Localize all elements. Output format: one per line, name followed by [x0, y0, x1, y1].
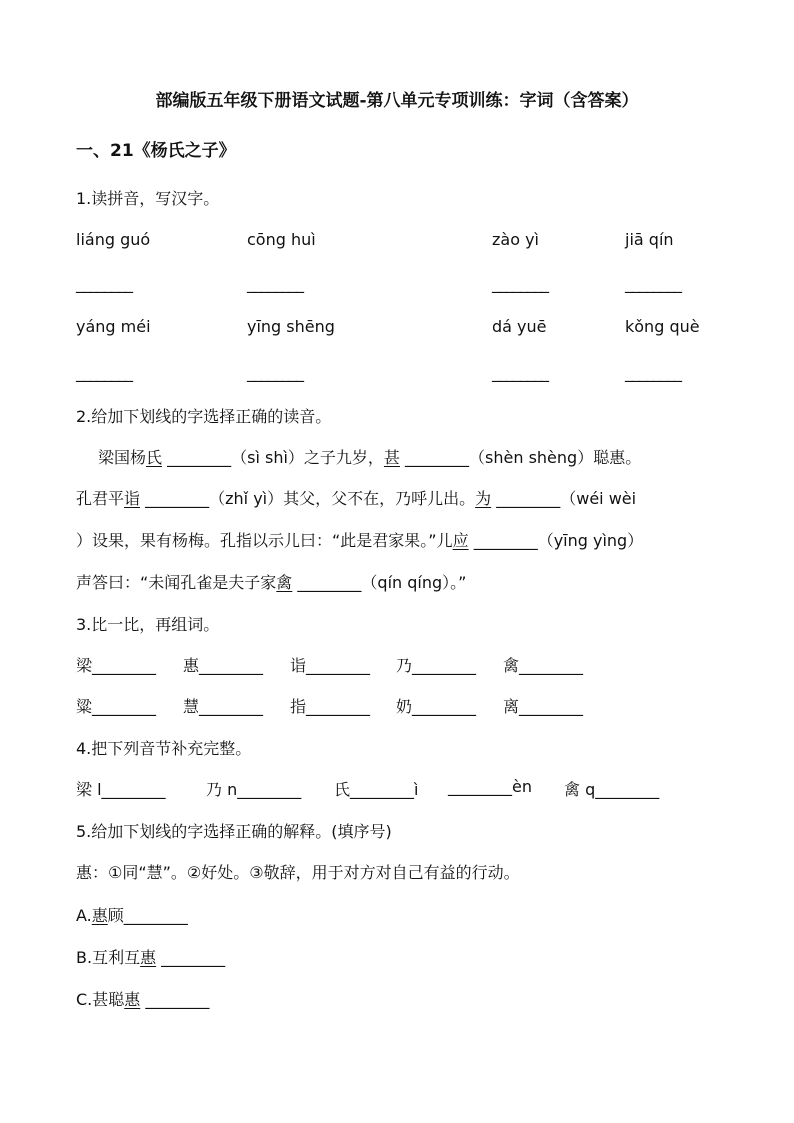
page-title: 部编版五年级下册语文试题-第八单元专项训练：字词（含答案） [155, 91, 639, 111]
passage-text: 声答曰：“未闻孔雀是夫子家 [76, 573, 277, 592]
syllable-blank[interactable]: 禽 q________ [564, 780, 660, 799]
passage-line [98, 445, 641, 468]
passage-text: ________（shèn shèng）聪惠。 [405, 448, 642, 467]
word-blank[interactable]: 乃________ [396, 656, 477, 675]
q1-heading: 1.读拼音，写汉字。 [76, 189, 220, 208]
option-blank[interactable]: ________ [140, 990, 210, 1009]
passage-text: ）设果，果有杨梅。孔指以示儿曰：“此是君家果。”儿 [76, 531, 453, 550]
word-blank[interactable]: 梁________ [76, 656, 157, 675]
passage-line [76, 486, 636, 509]
word-blank[interactable]: 诣________ [290, 656, 371, 675]
underlined-char: 应 [452, 531, 469, 550]
underlined-char: 氏 [146, 448, 163, 467]
word-blank[interactable]: 惠________ [183, 656, 264, 675]
pinyin-item: dá yuē [492, 317, 547, 336]
pinyin-item: yīng shēng [247, 317, 335, 336]
answer-blank[interactable]: ________ [76, 274, 132, 293]
option-label: B.互利互 [76, 948, 141, 967]
q2-heading: 2.给加下划线的字选择正确的读音。 [76, 407, 332, 426]
passage-text: ________（wéi wèi [496, 489, 637, 508]
underlined-char: 惠 [91, 906, 108, 925]
word-blank[interactable]: 指________ [290, 697, 371, 716]
underlined-char: 为 [475, 489, 492, 508]
word-blank[interactable]: 禽________ [503, 656, 584, 675]
q5-heading: 5.给加下划线的字选择正确的解释。(填序号) [76, 822, 392, 841]
option-b[interactable] [76, 945, 225, 968]
answer-blank[interactable]: ________ [247, 274, 303, 293]
pinyin-item: cōng huì [247, 230, 316, 249]
syllable-blank[interactable]: 梁 l________ [76, 780, 166, 799]
underlined-char: 惠 [124, 990, 141, 1009]
passage-text: ________（qín qíng）。” [297, 573, 467, 592]
option-label: A. [76, 906, 92, 925]
word-blank[interactable]: 慧________ [183, 697, 264, 716]
answer-blank[interactable]: ________ [492, 363, 548, 382]
pinyin-item: yáng méi [76, 317, 151, 336]
answer-blank[interactable]: ________ [76, 363, 132, 382]
pinyin-item: liáng guó [76, 230, 151, 249]
passage-text: ________（sì shì）之子九岁， [167, 448, 384, 467]
definition-text: 惠：①同“慧”。②好处。③敬辞，用于对方对自己有益的行动。 [76, 863, 520, 882]
word-blank[interactable]: 奶________ [396, 697, 477, 716]
answer-blank[interactable]: ________ [625, 274, 681, 293]
pinyin-item: jiā qín [625, 230, 674, 249]
option-blank[interactable]: 顾________ [107, 906, 188, 925]
underlined-char: 惠 [140, 948, 157, 967]
option-a[interactable] [76, 903, 188, 926]
answer-blank[interactable]: ________ [625, 363, 681, 382]
underlined-char: 诣 [124, 489, 141, 508]
answer-blank[interactable]: ________ [247, 363, 303, 382]
q3-heading: 3.比一比，再组词。 [76, 615, 220, 634]
passage-text: ________（zhǐ yì）其父，父不在，乃呼儿出。 [145, 489, 476, 508]
underlined-char: 甚 [383, 448, 400, 467]
option-blank[interactable]: ________ [156, 948, 226, 967]
pinyin-item: zào yì [492, 230, 539, 249]
section-heading: 一、21《杨氏之子》 [76, 141, 236, 161]
syllable-blank[interactable]: 乃 n________ [206, 780, 302, 799]
option-label: C.甚聪 [76, 990, 125, 1009]
syllable-blank[interactable]: 氏________ì [334, 780, 419, 799]
syllable-blank[interactable]: ________èn [448, 777, 532, 796]
passage-text: 孔君平 [76, 489, 125, 508]
passage-line [76, 570, 466, 593]
word-blank[interactable]: 粱________ [76, 697, 157, 716]
passage-text: ________（yīng yìng） [473, 531, 644, 550]
passage-text: 梁国杨 [98, 448, 147, 467]
pinyin-item: kǒng què [625, 317, 700, 336]
underlined-char: 禽 [276, 573, 293, 592]
q4-heading: 4.把下列音节补充完整。 [76, 739, 252, 758]
passage-line [76, 528, 643, 551]
word-blank[interactable]: 离________ [503, 697, 584, 716]
answer-blank[interactable]: ________ [492, 274, 548, 293]
option-c[interactable] [76, 987, 209, 1010]
